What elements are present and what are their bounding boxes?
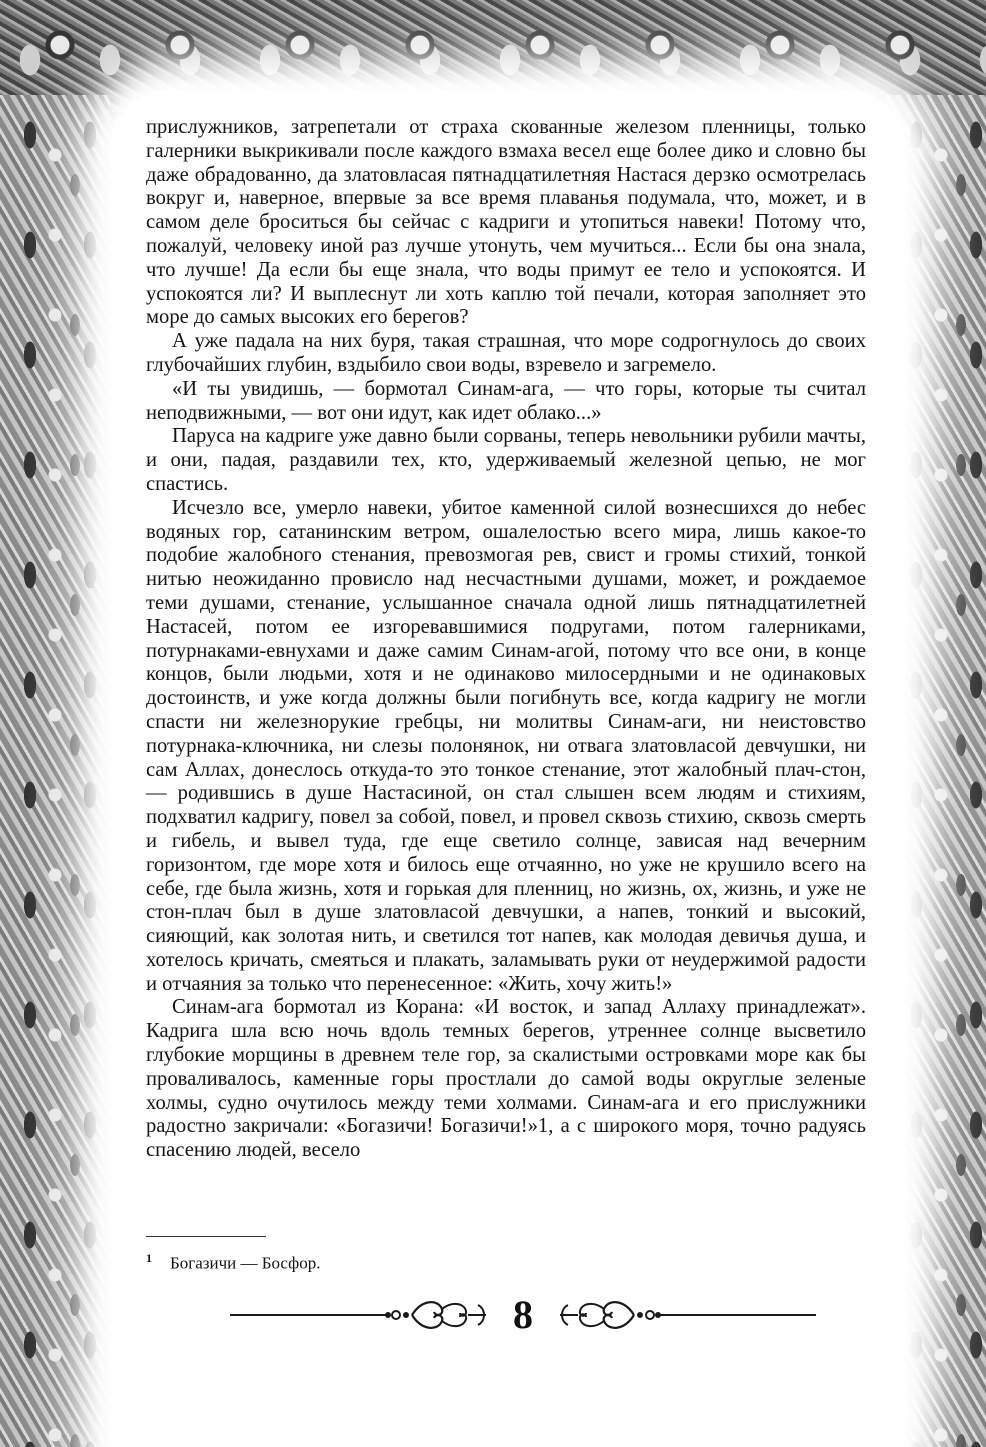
paragraph: прислужников, затрепетали от страха скованные железом пленницы, только галерники выкрикивали после каждого взмаха весел еще более дико и словно бы даже обрадованно, да златовласая пятнадцатилетняя Настася дерзко осмотрелась вокруг и, наверное, впервые за все время плаванья подумала, что, может, и в самом деле броситься бы сейчас с кадриги и утопиться навеки! Потому что, пожалуй, человеку иной раз лучше утонуть, чем мучиться... Если бы она знала, что лучше! Да если бы еще знала, что воды примут ее тело и успокоятся. И успокоятся ли? И выплеснут ли хоть каплю той печали, которая заполняет это море до самых высоких его берегов? [146, 116, 866, 329]
flourish-right-icon [554, 1295, 664, 1335]
footnote [146, 1248, 646, 1274]
paragraph: Паруса на кадриге уже давно были сорваны, теперь невольники рубили мачты, и они, падая, раздавили тех, кто, удерживаемый железной цепью, не мог спастись. [146, 425, 866, 495]
footnote-marker: 1 [146, 1251, 152, 1265]
ornament-line-right [656, 1314, 816, 1316]
ornamental-frame-left [0, 95, 110, 1447]
footnote-text: Богазичи — Босфор. [170, 1253, 321, 1273]
paragraph: А уже падала на них буря, такая страшная, что море содрогнулось до своих глубочайших глубин, вздыбило свои воды, взревело и загремело. [146, 330, 866, 376]
paragraph: «И ты увидишь, — бормотал Синам-ага, — что горы, которые ты считал неподвижными, — вот они идут, как идет облако...» [146, 377, 866, 424]
page-number: 8 [513, 1292, 533, 1337]
page-number-ornament [230, 1290, 816, 1340]
footnote-divider [146, 1236, 266, 1237]
body-text [146, 116, 866, 1163]
flourish-left-icon [382, 1295, 492, 1335]
paragraph: Исчезло все, умерло навеки, убитое каменной силой вознесшихся до небес водяных гор, сатанинским ветром, ошалелостью всего мира, лишь какое-то подобие жалобного стенания, превозмогая рев, свист и громы стихий, тонкой нитью неожиданно провисло над несчастными душами, может, и рождаемое теми душами, стенание, услышанное сначала одной лишь пятнадцатилетней Настасей, потом ее изгоревавшимися подругами, потом галерниками, потурнаками-евнухами и даже самим Синам-агой, потому что все они, в конце концов, были людьми, хотя и не одинаково милосердными и не одинаковых достоинств, и уже когда должны были погибнуть все, когда кадригу не могли спасти ни железнорукие гребцы, ни молитвы Синам-аги, ни неистовство потурнака-ключника, ни слезы полонянок, ни отвага златовласой девчушки, ни сам Аллах, донеслось откуда-то это тонкое стенание, этот жалобный плач-стон, — родившись в душе Настасиной, он стал слышен всем людям и стихиям, подхватил кадригу, повел за собой, повел, и провел сквозь стихию, сквозь смерть и гибель, и вывел туда, где еще светило солнце, зависая над вечерним горизонтом, где море хотя и билось еще отчаянно, но уже не крушило всего на себе, где была жизнь, хотя и горькая для пленниц, но жизнь, ох, жизнь, и уже не стон-плач был в душе златовласой девчушки, а напев, тонкий и высокий, сияющий, как золотая нить, и светился тот напев, как молодая девичья душа, и хотелось кричать, смеяться и плакать, заламывать руки от неудержимой радости и отчаяния за только что перенесенное: «Жить, хочу жить!» [146, 496, 866, 995]
ornament-line-left [230, 1314, 390, 1316]
paragraph: Синам-ага бормотал из Корана: «И восток, и запад Аллаху принадлежат». Кадрига шла всю ночь вдоль темных берегов, утреннее солнце высветило глубокие морщины в древнем теле гор, за скалистыми островками море как бы проваливалось, каменные горы простлали до самой воды округлые зеленые холмы, судно очутилось между теми холмами. Синам-ага и его прислужники радостно закричали: «Богазичи! Богазичи!»1, а с широкого моря, точно радуясь спасению людей, весело [146, 996, 866, 1162]
